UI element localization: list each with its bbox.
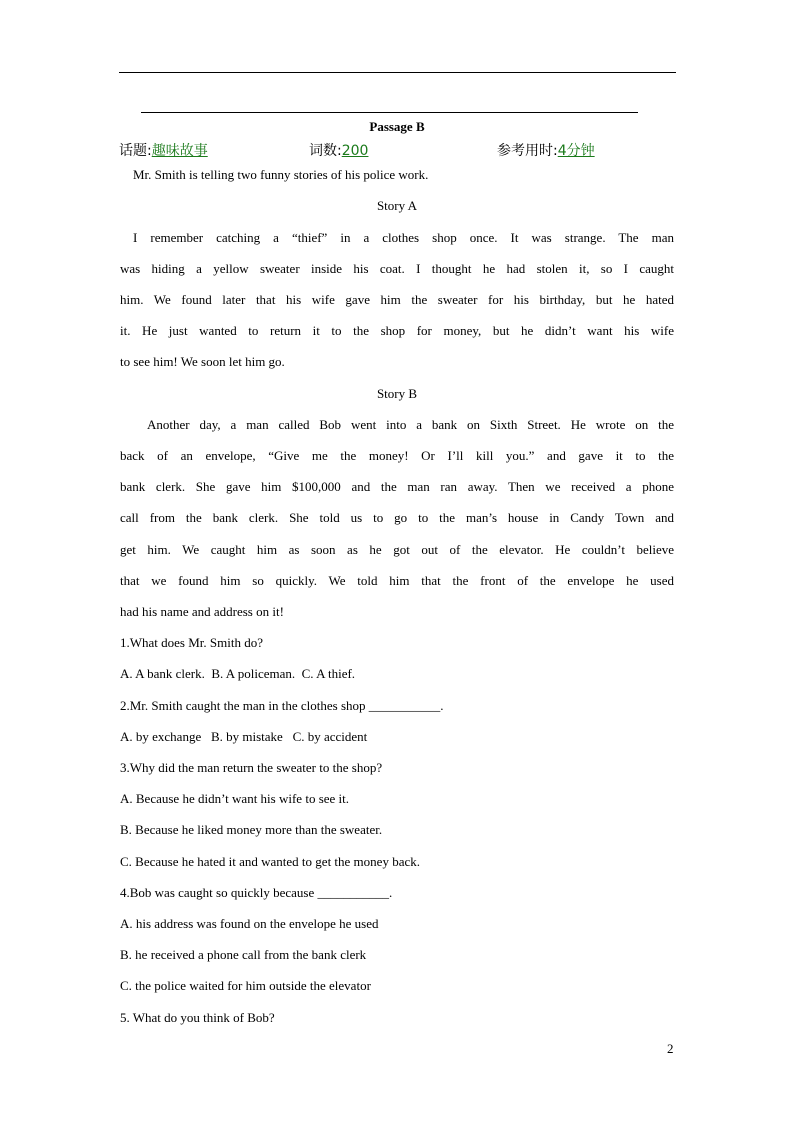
answer-option-line: A. his address was found on the envelope he used: [120, 916, 379, 931]
time-meta: [497, 140, 595, 160]
header-rule: [119, 72, 676, 73]
topic-label: 话题:: [119, 143, 152, 159]
word-count-meta: [309, 140, 368, 160]
page-number: 2: [667, 1041, 674, 1056]
answer-option-line: A. Because he didn’t want his wife to see it.: [120, 791, 350, 806]
answer-option-line: B. he received a phone call from the bank clerk: [120, 947, 367, 962]
question-line: 5. What do you think of Bob?: [120, 1010, 275, 1025]
question-line: 2.Mr. Smith caught the man in the clothes shop ___________.: [120, 698, 444, 713]
question-line: 1.What does Mr. Smith do?: [120, 635, 263, 650]
story-b-line: get him. We caught him as soon as he got out of the elevator. He couldn’t believe: [120, 542, 674, 557]
story-b-line: call from the bank clerk. She told us to go to the man’s house in Candy Town and: [120, 510, 674, 525]
answer-option-line: A. A bank clerk. B. A policeman. C. A thief.: [120, 666, 356, 681]
topic-value: 趣味故事: [151, 143, 208, 159]
answer-option-line: C. the police waited for him outside the elevator: [120, 978, 371, 993]
story-b-line: Another day, a man called Bob went into a bank on Sixth Street. He wrote on the: [147, 417, 674, 432]
story-b-line: back of an envelope, “Give me the money! Or I’ll kill you.” and gave it to the: [120, 448, 674, 463]
question-line: 4.Bob was caught so quickly because ___________.: [120, 885, 393, 900]
story-a-heading: Story A: [376, 198, 418, 213]
story-a-line: him. We found later that his wife gave him the sweater for his birthday, but he hated: [120, 292, 674, 307]
word-count-label: 词数:: [309, 143, 342, 159]
answer-option-line: C. Because he hated it and wanted to get the money back.: [120, 854, 420, 869]
answer-option-line: A. by exchange B. by mistake C. by accident: [120, 729, 368, 744]
time-label: 参考用时:: [497, 143, 558, 159]
story-b-heading: Story B: [376, 386, 418, 401]
topic-meta: [119, 140, 208, 160]
story-a-line: to see him! We soon let him go.: [120, 354, 285, 369]
story-a-line: it. He just wanted to return it to the shop for money, but he didn’t want his wife: [120, 323, 674, 338]
intro-line: Mr. Smith is telling two funny stories of his police work.: [133, 167, 429, 182]
word-count-value: 200: [341, 143, 369, 159]
time-value: 4分钟: [557, 143, 595, 159]
story-a-line: I remember catching a “thief” in a clothes shop once. It was strange. The man: [133, 230, 674, 245]
question-line: 3.Why did the man return the sweater to the shop?: [120, 760, 383, 775]
title-rule: [141, 112, 638, 113]
story-b-line: bank clerk. She gave him $100,000 and the man ran away. Then we received a phone: [120, 479, 674, 494]
passage-title: Passage B: [369, 119, 425, 134]
story-a-line: was hiding a yellow sweater inside his coat. I thought he had stolen it, so I caught: [120, 261, 674, 276]
story-b-line: had his name and address on it!: [120, 604, 284, 619]
answer-option-line: B. Because he liked money more than the sweater.: [120, 822, 383, 837]
story-b-line: that we found him so quickly. We told him that the front of the envelope he used: [120, 573, 674, 588]
